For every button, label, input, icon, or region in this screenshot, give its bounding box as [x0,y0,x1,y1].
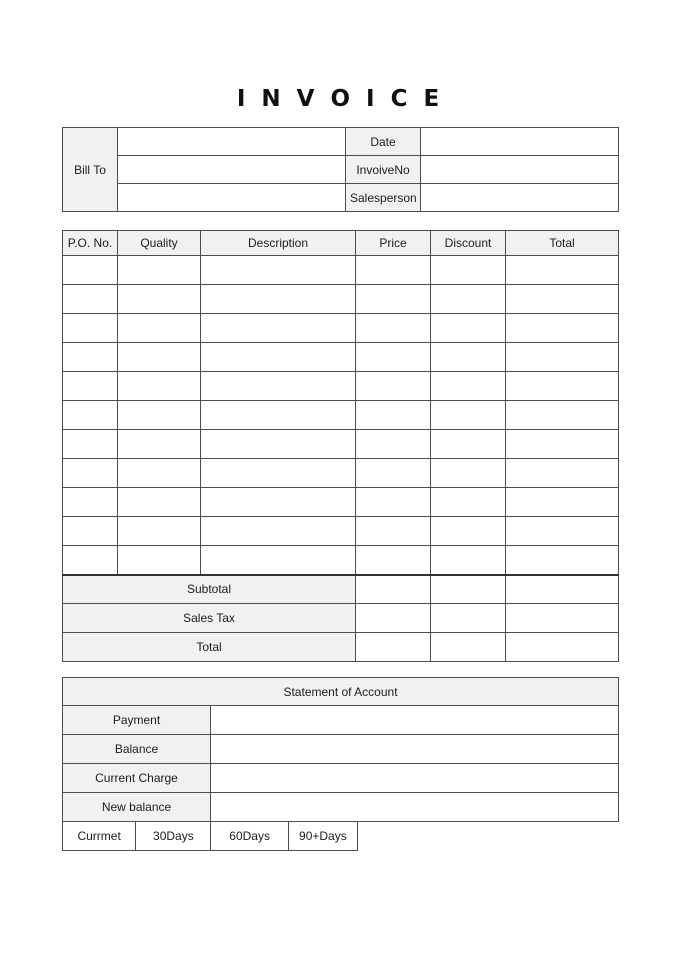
sales-tax-label: Sales Tax [63,604,356,633]
item-row [63,401,619,430]
item-cell[interactable] [356,517,431,546]
item-row [63,517,619,546]
item-cell[interactable] [506,488,619,517]
salesperson-label: Salesperson [346,184,421,212]
item-row [63,430,619,459]
bill-to-value-cell[interactable] [118,156,346,184]
bill-to-value-cell[interactable] [118,184,346,212]
statement-title-row [63,678,619,706]
item-cell[interactable] [356,314,431,343]
aging-30days-label: 30Days [136,822,211,851]
item-cell[interactable] [201,459,356,488]
invoice-no-label: InvoiveNo [346,156,421,184]
payment-label: Payment [63,706,211,735]
aging-90days-label: 90+Days [288,822,357,851]
item-cell[interactable] [201,372,356,401]
item-cell[interactable] [63,430,118,459]
aging-60days-label: 60Days [211,822,288,851]
item-cell[interactable] [118,314,201,343]
item-row [63,459,619,488]
bill-to-row [63,184,619,212]
item-cell[interactable] [63,401,118,430]
item-cell[interactable] [118,343,201,372]
grand-total-row [63,633,619,662]
quality-header: Quality [118,231,201,256]
grand-total-total-cell[interactable] [506,633,619,662]
item-cell[interactable] [506,285,619,314]
subtotal-discount-cell[interactable] [431,575,506,604]
item-cell[interactable] [431,488,506,517]
grand-total-discount-cell[interactable] [431,633,506,662]
salesperson-value-cell[interactable] [421,184,619,212]
current-charge-value-cell[interactable] [211,764,619,793]
item-cell[interactable] [431,285,506,314]
item-cell[interactable] [356,401,431,430]
item-cell[interactable] [201,314,356,343]
item-cell[interactable] [63,546,118,575]
item-cell[interactable] [201,343,356,372]
aging-row [63,822,358,851]
item-cell[interactable] [356,430,431,459]
item-cell[interactable] [201,430,356,459]
subtotal-row [63,575,619,604]
item-cell[interactable] [118,459,201,488]
item-cell[interactable] [201,256,356,285]
new-balance-value-cell[interactable] [211,793,619,822]
discount-header: Discount [431,231,506,256]
item-cell[interactable] [431,372,506,401]
aging-current-label: Currmet [63,822,136,851]
item-row [63,256,619,285]
item-row [63,546,619,575]
item-cell[interactable] [118,372,201,401]
po-no-header: P.O. No. [63,231,118,256]
item-cell[interactable] [118,546,201,575]
item-cell[interactable] [63,343,118,372]
item-cell[interactable] [118,285,201,314]
item-cell[interactable] [201,546,356,575]
sales-tax-row [63,604,619,633]
item-cell[interactable] [201,285,356,314]
subtotal-price-cell[interactable] [356,575,431,604]
item-cell[interactable] [63,285,118,314]
subtotal-total-cell[interactable] [506,575,619,604]
item-cell[interactable] [506,343,619,372]
item-cell[interactable] [431,256,506,285]
item-cell[interactable] [431,459,506,488]
item-cell[interactable] [506,401,619,430]
item-cell[interactable] [63,459,118,488]
item-cell[interactable] [118,401,201,430]
new-balance-label: New balance [63,793,211,822]
item-cell[interactable] [356,343,431,372]
grand-total-price-cell[interactable] [356,633,431,662]
item-cell[interactable] [506,546,619,575]
invoice-no-value-cell[interactable] [421,156,619,184]
item-cell[interactable] [356,546,431,575]
item-cell[interactable] [431,517,506,546]
items-summary [63,575,619,662]
date-label: Date [346,128,421,156]
grand-total-label: Total [63,633,356,662]
payment-row [63,706,619,735]
invoice-title: I N V O I C E [236,86,444,112]
item-cell[interactable] [506,314,619,343]
sales-tax-total-cell[interactable] [506,604,619,633]
description-header: Description [201,231,356,256]
balance-value-cell[interactable] [211,735,619,764]
item-cell[interactable] [506,459,619,488]
bill-to-row [63,128,619,156]
date-value-cell[interactable] [421,128,619,156]
item-cell[interactable] [431,430,506,459]
item-cell[interactable] [118,430,201,459]
item-cell[interactable] [506,256,619,285]
item-cell[interactable] [356,459,431,488]
item-cell[interactable] [356,488,431,517]
items-header-row [63,231,619,256]
items-body [63,256,619,575]
item-cell[interactable] [506,430,619,459]
item-cell[interactable] [506,372,619,401]
payment-value-cell[interactable] [211,706,619,735]
item-row [63,372,619,401]
price-header: Price [356,231,431,256]
item-cell[interactable] [63,256,118,285]
item-cell[interactable] [356,372,431,401]
item-cell[interactable] [201,517,356,546]
items-table [62,230,619,662]
item-row [63,285,619,314]
current-charge-label: Current Charge [63,764,211,793]
item-cell[interactable] [63,488,118,517]
item-cell[interactable] [201,488,356,517]
balance-row [63,735,619,764]
item-cell[interactable] [118,517,201,546]
bill-to-label: Bill To [63,128,118,212]
new-balance-row [63,793,619,822]
item-cell[interactable] [63,517,118,546]
sales-tax-discount-cell[interactable] [431,604,506,633]
item-cell[interactable] [356,256,431,285]
item-cell[interactable] [431,546,506,575]
item-row [63,488,619,517]
total-header: Total [506,231,619,256]
item-cell[interactable] [63,372,118,401]
aging-table [62,821,358,851]
statement-title: Statement of Account [63,678,619,706]
item-cell[interactable] [356,285,431,314]
balance-label: Balance [63,735,211,764]
item-cell[interactable] [431,314,506,343]
current-charge-row [63,764,619,793]
item-cell[interactable] [201,401,356,430]
item-cell[interactable] [506,517,619,546]
bill-to-value-cell[interactable] [118,128,346,156]
item-cell[interactable] [431,343,506,372]
item-cell[interactable] [118,256,201,285]
item-cell[interactable] [118,488,201,517]
bill-to-row [63,156,619,184]
sales-tax-price-cell[interactable] [356,604,431,633]
item-cell[interactable] [431,401,506,430]
subtotal-label: Subtotal [63,575,356,604]
statement-table [62,677,619,822]
item-row [63,314,619,343]
bill-to-table [62,127,619,212]
item-row [63,343,619,372]
item-cell[interactable] [63,314,118,343]
